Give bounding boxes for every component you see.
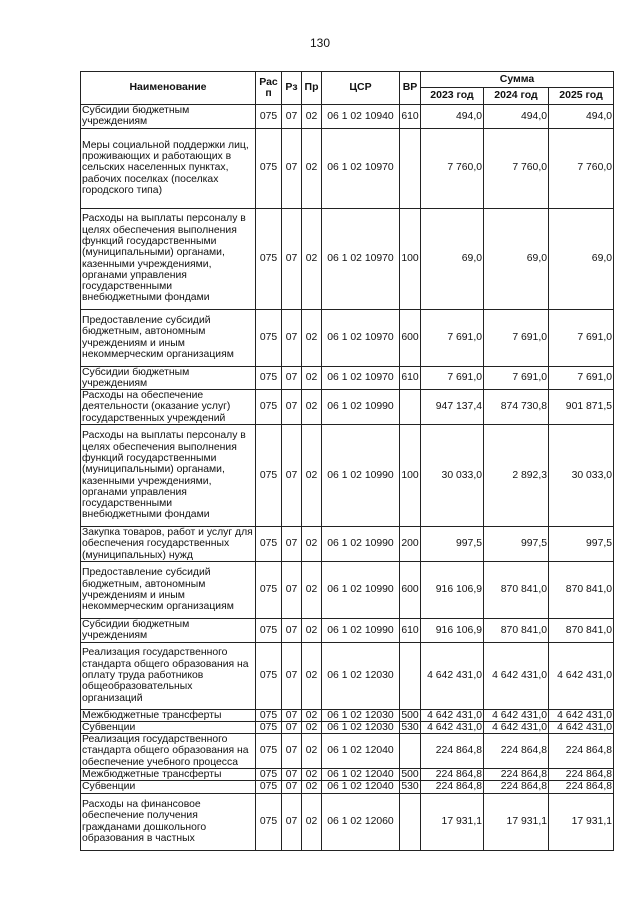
table-row — [81, 709, 614, 721]
table-row — [81, 309, 614, 366]
cell-csr: 06 1 02 10970 — [322, 208, 400, 309]
cell-y2024: 874 730,8 — [484, 390, 549, 425]
cell-rz: 07 — [282, 561, 302, 618]
table-row — [81, 769, 614, 781]
cell-y2025: 870 841,0 — [549, 561, 614, 618]
cell-vr: 530 — [401, 721, 419, 733]
cell-rz: 07 — [282, 105, 302, 129]
cell-vr: 500 — [401, 769, 419, 781]
table-row — [81, 793, 614, 850]
cell-vr — [400, 734, 421, 769]
cell-y2025: 4 642 431,0 — [549, 709, 614, 721]
cell-vr: 610 — [400, 105, 421, 129]
cell-rasp: 075 — [256, 709, 282, 721]
cell-y2024: 224 864,8 — [484, 734, 549, 769]
cell-name: Реализация государственного стандарта общего образования на оплату труда работников общеобразовательных организаций — [81, 642, 256, 709]
cell-name: Расходы на выплаты персоналу в целях обеспечения выполнения функций государственными (муниципальными) органами, казенными учреждениями, органами управления государственными внебюджетными фондами — [81, 425, 256, 527]
cell-vr: 600 — [400, 561, 421, 618]
cell-csr: 06 1 02 12040 — [322, 734, 400, 769]
cell-y2025: 7 691,0 — [549, 366, 614, 390]
table-row — [81, 561, 614, 618]
cell-csr: 06 1 02 12030 — [322, 721, 400, 733]
cell-rz: 07 — [282, 208, 302, 309]
cell-rasp: 075 — [256, 769, 282, 781]
cell-name: Реализация государственного стандарта общего образования на обеспечение учебного процесса — [81, 734, 256, 769]
cell-y2023: 7 691,0 — [421, 366, 484, 390]
cell-rasp: 075 — [256, 721, 282, 733]
table-row — [81, 366, 614, 390]
cell-y2025: 4 642 431,0 — [549, 721, 614, 733]
table-row — [81, 781, 614, 793]
cell-csr: 06 1 02 10990 — [322, 425, 400, 527]
cell-pr: 02 — [302, 734, 322, 769]
cell-name: Расходы на выплаты персоналу в целях обеспечения выполнения функций государственными (муниципальными) органами, казенными учреждениями, органами управления государственными внебюджетными фондами — [81, 208, 256, 309]
cell-name: Закупка товаров, работ и услуг для обеспечения государственных (муниципальных) нужд — [81, 527, 256, 562]
cell-y2023: 916 106,9 — [421, 618, 484, 642]
cell-y2023: 224 864,8 — [421, 769, 484, 781]
cell-rasp: 075 — [256, 642, 282, 709]
cell-y2025: 4 642 431,0 — [549, 642, 614, 709]
cell-vr — [400, 390, 421, 425]
cell-rz: 07 — [282, 781, 302, 793]
cell-csr: 06 1 02 10970 — [322, 309, 400, 366]
cell-rasp: 075 — [256, 208, 282, 309]
cell-y2023: 997,5 — [421, 527, 484, 562]
cell-name: Субсидии бюджетным учреждениям — [81, 105, 256, 129]
cell-pr: 02 — [302, 769, 322, 781]
cell-rz: 07 — [282, 721, 302, 733]
table-row — [81, 128, 614, 208]
cell-y2023: 224 864,8 — [421, 781, 484, 793]
cell-rz: 07 — [282, 425, 302, 527]
cell-pr: 02 — [302, 208, 322, 309]
cell-y2025: 69,0 — [549, 208, 614, 309]
cell-vr: 530 — [401, 781, 419, 793]
cell-y2025: 17 931,1 — [549, 793, 614, 850]
cell-y2024: 7 691,0 — [484, 309, 549, 366]
cell-y2024: 870 841,0 — [484, 561, 549, 618]
cell-y2025: 997,5 — [549, 527, 614, 562]
cell-y2025: 224 864,8 — [549, 781, 614, 793]
table-header — [81, 72, 614, 105]
header-rasp: Рас п — [256, 72, 282, 105]
cell-y2023: 30 033,0 — [421, 425, 484, 527]
cell-vr — [400, 128, 421, 208]
cell-y2023: 4 642 431,0 — [421, 721, 484, 733]
cell-name: Расходы на финансовое обеспечение получения гражданами дошкольного образования в частных — [81, 793, 256, 850]
cell-csr: 06 1 02 12040 — [322, 769, 400, 781]
cell-name: Межбюджетные трансферты — [81, 709, 256, 721]
cell-rasp: 075 — [256, 309, 282, 366]
header-csr: ЦСР — [322, 72, 400, 105]
cell-y2025: 30 033,0 — [549, 425, 614, 527]
cell-y2025: 7 760,0 — [549, 128, 614, 208]
header-rz: Рз — [282, 72, 302, 105]
cell-y2025: 224 864,8 — [549, 734, 614, 769]
cell-y2023: 4 642 431,0 — [421, 642, 484, 709]
cell-vr — [400, 642, 421, 709]
cell-csr: 06 1 02 10970 — [322, 366, 400, 390]
cell-pr: 02 — [302, 721, 322, 733]
cell-name: Субсидии бюджетным учреждениям — [81, 366, 256, 390]
cell-y2024: 17 931,1 — [484, 793, 549, 850]
cell-rz: 07 — [282, 734, 302, 769]
cell-rasp: 075 — [256, 366, 282, 390]
cell-y2023: 224 864,8 — [421, 734, 484, 769]
cell-y2024: 4 642 431,0 — [484, 709, 549, 721]
cell-rz: 07 — [282, 128, 302, 208]
cell-vr: 610 — [400, 618, 421, 642]
cell-y2024: 69,0 — [484, 208, 549, 309]
table-row — [81, 721, 614, 733]
cell-pr: 02 — [302, 527, 322, 562]
cell-vr: 500 — [401, 709, 419, 721]
cell-pr: 02 — [302, 425, 322, 527]
cell-name: Субвенции — [81, 721, 256, 733]
cell-rz: 07 — [282, 366, 302, 390]
cell-name: Меры социальной поддержки лиц, проживающих и работающих в сельских населенных пунктах, рабочих поселках (поселках городского типа) — [81, 128, 256, 208]
cell-y2023: 17 931,1 — [421, 793, 484, 850]
cell-y2024: 997,5 — [484, 527, 549, 562]
cell-y2025: 494,0 — [549, 105, 614, 129]
cell-rasp: 075 — [256, 425, 282, 527]
cell-rz: 07 — [282, 642, 302, 709]
header-2023: 2023 год — [421, 88, 484, 105]
cell-rasp: 075 — [256, 781, 282, 793]
cell-rz: 07 — [282, 390, 302, 425]
cell-csr: 06 1 02 12040 — [322, 781, 400, 793]
cell-rasp: 075 — [256, 390, 282, 425]
page-number: 130 — [309, 36, 331, 50]
cell-csr: 06 1 02 10940 — [322, 105, 400, 129]
cell-csr: 06 1 02 10990 — [322, 561, 400, 618]
cell-csr: 06 1 02 10990 — [322, 390, 400, 425]
cell-rasp: 075 — [256, 734, 282, 769]
cell-rasp: 075 — [256, 618, 282, 642]
cell-csr: 06 1 02 12030 — [322, 642, 400, 709]
cell-y2023: 947 137,4 — [421, 390, 484, 425]
cell-csr: 06 1 02 10990 — [322, 527, 400, 562]
cell-vr — [400, 793, 421, 850]
table-row — [81, 734, 614, 769]
table-row — [81, 618, 614, 642]
table-row — [81, 105, 614, 129]
cell-rz: 07 — [282, 618, 302, 642]
header-pr: Пр — [302, 72, 322, 105]
cell-pr: 02 — [302, 105, 322, 129]
cell-y2023: 916 106,9 — [421, 561, 484, 618]
cell-y2025: 901 871,5 — [549, 390, 614, 425]
table-body — [81, 105, 614, 851]
cell-rasp: 075 — [256, 128, 282, 208]
budget-table — [80, 71, 614, 851]
cell-rz: 07 — [282, 793, 302, 850]
table-row — [81, 208, 614, 309]
cell-y2023: 7 760,0 — [421, 128, 484, 208]
cell-name: Субвенции — [81, 781, 256, 793]
cell-y2024: 7 760,0 — [484, 128, 549, 208]
cell-y2023: 4 642 431,0 — [421, 709, 484, 721]
header-vr: ВР — [400, 72, 421, 105]
cell-name: Межбюджетные трансферты — [81, 769, 256, 781]
cell-csr: 06 1 02 12030 — [322, 709, 400, 721]
cell-rz: 07 — [282, 527, 302, 562]
cell-vr: 200 — [400, 527, 421, 562]
header-2024: 2024 год — [484, 88, 549, 105]
cell-name: Субсидии бюджетным учреждениям — [81, 618, 256, 642]
cell-pr: 02 — [302, 618, 322, 642]
cell-pr: 02 — [302, 642, 322, 709]
cell-vr: 100 — [400, 425, 421, 527]
cell-y2024: 494,0 — [484, 105, 549, 129]
cell-rz: 07 — [282, 709, 302, 721]
cell-vr: 100 — [400, 208, 421, 309]
cell-y2024: 7 691,0 — [484, 366, 549, 390]
cell-y2025: 7 691,0 — [549, 309, 614, 366]
cell-rz: 07 — [282, 309, 302, 366]
cell-name: Расходы на обеспечение деятельности (оказание услуг) государственных учреждений — [81, 390, 256, 425]
cell-pr: 02 — [302, 561, 322, 618]
cell-pr: 02 — [302, 709, 322, 721]
table-row — [81, 425, 614, 527]
cell-name: Предоставление субсидий бюджетным, автономным учреждениям и иным некоммерческим организациям — [81, 561, 256, 618]
cell-csr: 06 1 02 10990 — [322, 618, 400, 642]
header-2025: 2025 год — [549, 88, 614, 105]
cell-y2024: 870 841,0 — [484, 618, 549, 642]
cell-vr: 600 — [400, 309, 421, 366]
cell-rz: 07 — [282, 769, 302, 781]
cell-pr: 02 — [302, 128, 322, 208]
cell-pr: 02 — [302, 309, 322, 366]
header-sum: Сумма — [421, 72, 614, 88]
cell-y2024: 4 642 431,0 — [484, 642, 549, 709]
cell-rasp: 075 — [256, 527, 282, 562]
cell-y2023: 494,0 — [421, 105, 484, 129]
cell-csr: 06 1 02 12060 — [322, 793, 400, 850]
cell-pr: 02 — [302, 793, 322, 850]
table-row — [81, 390, 614, 425]
cell-name: Предоставление субсидий бюджетным, автономным учреждениям и иным некоммерческим организациям — [81, 309, 256, 366]
cell-rasp: 075 — [256, 105, 282, 129]
table-row — [81, 642, 614, 709]
header-name: Наименование — [81, 72, 256, 105]
cell-y2024: 224 864,8 — [484, 769, 549, 781]
cell-csr: 06 1 02 10970 — [322, 128, 400, 208]
cell-rasp: 075 — [256, 561, 282, 618]
cell-rasp: 075 — [256, 793, 282, 850]
cell-y2024: 4 642 431,0 — [484, 721, 549, 733]
table-row — [81, 527, 614, 562]
cell-y2024: 2 892,3 — [484, 425, 549, 527]
cell-y2025: 870 841,0 — [549, 618, 614, 642]
cell-vr: 610 — [400, 366, 421, 390]
cell-pr: 02 — [302, 366, 322, 390]
cell-y2023: 69,0 — [421, 208, 484, 309]
cell-y2023: 7 691,0 — [421, 309, 484, 366]
cell-pr: 02 — [302, 390, 322, 425]
cell-pr: 02 — [302, 781, 322, 793]
cell-y2025: 224 864,8 — [549, 769, 614, 781]
cell-y2024: 224 864,8 — [484, 781, 549, 793]
